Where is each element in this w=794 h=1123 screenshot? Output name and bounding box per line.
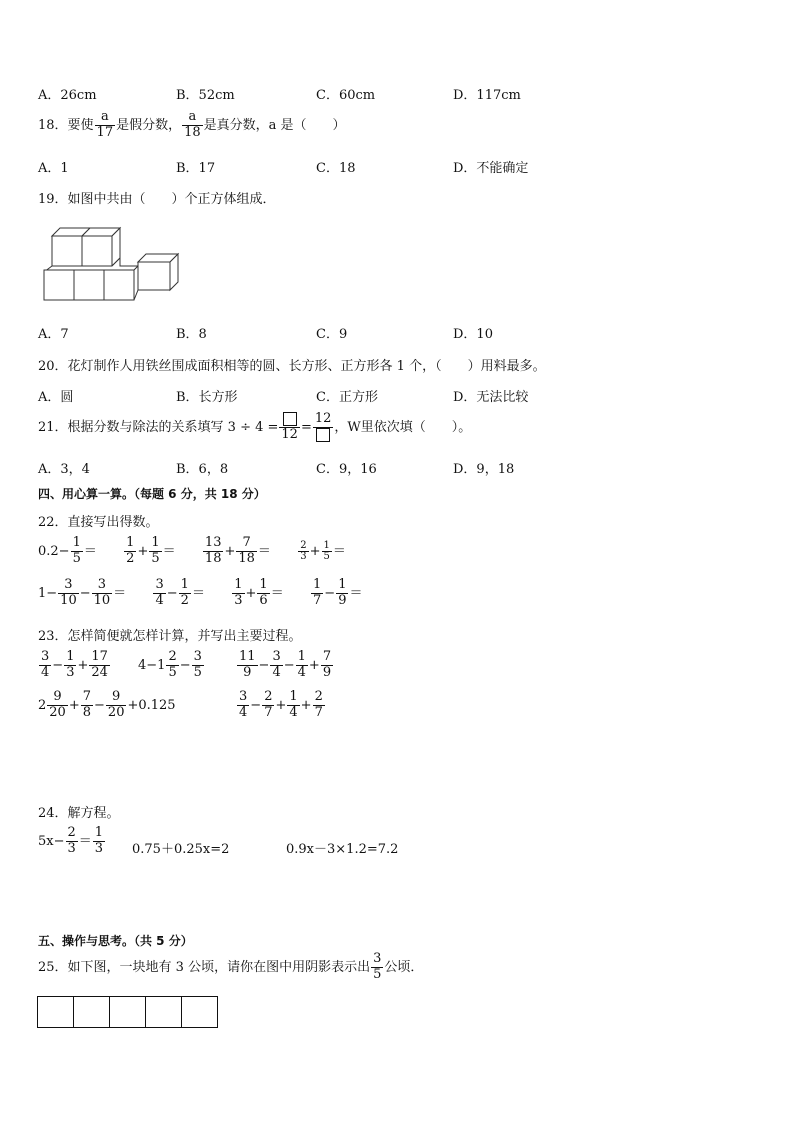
q18-option-b: B．17	[176, 161, 216, 176]
q23-expr-4: 2 $\frac{9}{20}$ + $\frac{7}{8}$ − $\frac{9}{20}$ +0.125	[38, 689, 176, 720]
q18-option-c: C．18	[316, 161, 356, 176]
q25-suffix: 公顷．	[384, 959, 424, 975]
q24-equation-3: 0.9x－3×1.2=7.2	[286, 842, 399, 857]
q17-option-b: B．52cm	[176, 88, 235, 103]
q22-row-2: 1− $\frac{3}{10}$ − $\frac{3}{10}$ ＝ $\frac{3}{4}$ − $\frac{1}{2}$ ＝ $\frac{1}{3}$ + $\frac{1}{6}$ ＝ $\frac{1}{7}$ − $\frac{1}{9}$ ＝	[38, 577, 363, 608]
q18-option-d: D．不能确定	[453, 161, 529, 176]
question-21	[38, 412, 471, 443]
q25-prefix: 25．如下图，一块地有 3 公顷，请你在图中用阴影表示出	[38, 959, 371, 975]
q21-suffix: ，W里依次填（ ）。	[334, 420, 472, 436]
q21-option-c: C．9，16	[316, 462, 377, 477]
question-23: 23．怎样简便就怎样计算，并写出主要过程。	[38, 629, 302, 644]
q17-option-a: A．26cm	[38, 88, 97, 103]
question-19: 19．如图中共由（ ）个正方体组成．	[38, 192, 276, 207]
q21-frac-12-blank: 12	[313, 412, 334, 443]
q19-option-d: D．10	[453, 327, 493, 342]
q21-prefix: 21．根据分数与除法的关系填写 3 ÷ 4 =	[38, 420, 279, 436]
q24-equation-1: 5x− $\frac{2}{3}$ ＝ $\frac{1}{3}$	[38, 825, 104, 856]
q24-equation-2: 0.75＋0.25x=2	[132, 842, 230, 857]
blank-box	[316, 428, 330, 442]
q21-frac-blank-12: 12	[279, 412, 300, 443]
q22-row-1: 0.2− $\frac{1}{5}$ ＝ $\frac{1}{2}$ + $\frac{1}{5}$ ＝ $\frac{13}{18}$ + $\frac{7}{18}$ ＝ $\frac{2}{3}$ + $\frac{1}{5}$ ＝	[38, 535, 346, 566]
question-25	[38, 952, 423, 983]
q19-option-b: B．8	[176, 327, 207, 342]
q17-option-c: C．60cm	[316, 88, 376, 103]
question-18	[38, 110, 346, 141]
q23-expr-3: $\frac{11}{9}$ − $\frac{3}{4}$ − $\frac{1}{4}$ + $\frac{7}{9}$	[239, 649, 332, 680]
q19-option-a: A．7	[38, 327, 69, 342]
q18-prefix: 18．要使	[38, 117, 94, 133]
cube-figure	[38, 224, 184, 304]
q20-option-a: A．圆	[38, 390, 74, 405]
q23-expr-5: $\frac{3}{4}$ − $\frac{2}{7}$ + $\frac{1}{4}$ + $\frac{2}{7}$	[239, 689, 323, 720]
q18-frac-a-18: $\frac{a}{18}$	[184, 109, 201, 140]
q18-frac-a-17: $\frac{a}{17}$	[96, 109, 114, 140]
section-4-title: 四、用心算一算。（每题 6 分，共 18 分）	[38, 487, 266, 501]
grid-cell[interactable]	[145, 996, 182, 1028]
grid-cell[interactable]	[109, 996, 146, 1028]
q21-option-a: A．3，4	[38, 462, 90, 477]
question-22: 22．直接写出得数。	[38, 515, 159, 530]
land-grid[interactable]	[38, 996, 218, 1028]
q17-option-d: D．117cm	[453, 88, 521, 103]
grid-cell[interactable]	[73, 996, 110, 1028]
section-5-title: 五、操作与思考。（共 5 分）	[38, 934, 193, 948]
q18-option-a: A．1	[38, 161, 69, 176]
q18-mid: 是假分数，	[116, 117, 182, 133]
q23-expr-1: $\frac{3}{4}$ − $\frac{1}{3}$ + $\frac{17}{24}$	[41, 649, 108, 680]
q23-expr-2: 4−1 $\frac{2}{5}$ − $\frac{3}{5}$	[138, 649, 202, 680]
q20-option-c: C．正方形	[316, 390, 378, 405]
q25-fraction: $\frac{3}{5}$	[373, 951, 382, 982]
grid-cell[interactable]	[181, 996, 218, 1028]
question-20: 20．花灯制作人用铁丝围成面积相等的圆、长方形、正方形各 1 个，（ ）用料最多。	[38, 359, 546, 374]
q18-suffix: 是真分数，a 是（ ）	[203, 117, 346, 133]
blank-box	[283, 412, 297, 426]
q20-option-b: B．长方形	[176, 390, 238, 405]
q20-option-d: D．无法比较	[453, 390, 529, 405]
q21-option-d: D．9，18	[453, 462, 515, 477]
q21-option-b: B．6，8	[176, 462, 229, 477]
grid-cell[interactable]	[37, 996, 74, 1028]
q21-equals: =	[300, 420, 312, 436]
q19-option-c: C．9	[316, 327, 348, 342]
question-24: 24．解方程。	[38, 806, 120, 821]
